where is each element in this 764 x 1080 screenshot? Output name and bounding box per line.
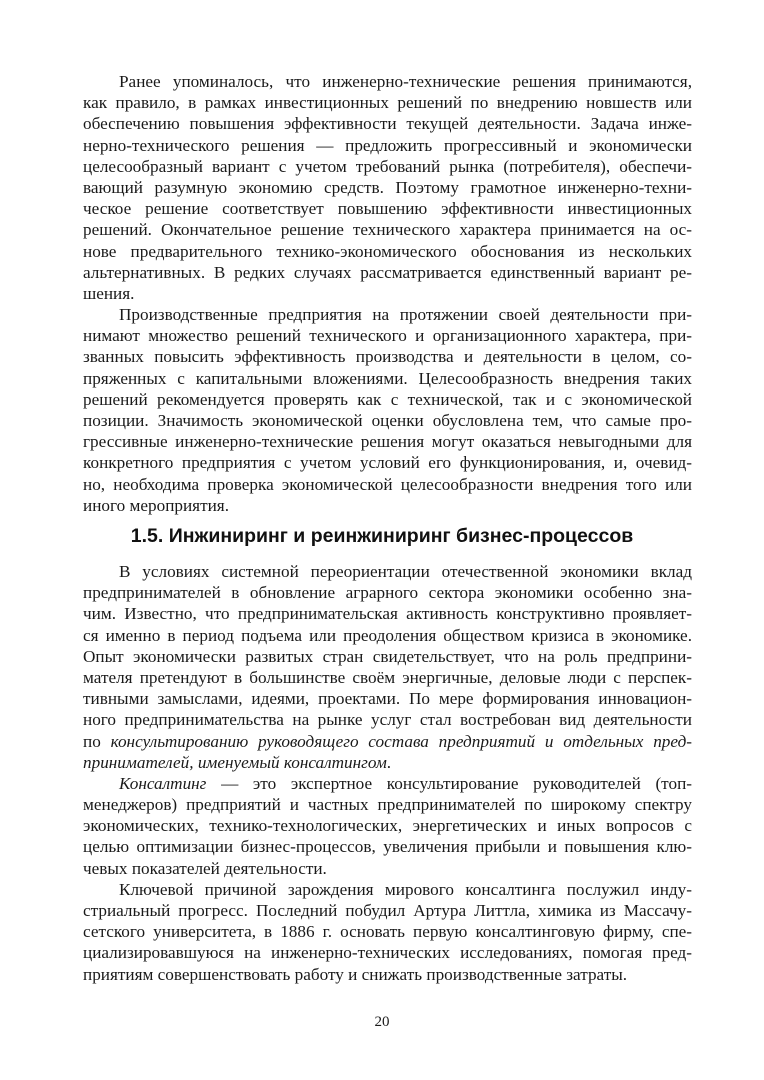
text-line — [83, 794, 692, 815]
text-line — [83, 325, 692, 346]
text-block-section — [83, 561, 692, 985]
text-line — [83, 135, 692, 156]
page-number: 20 — [374, 1014, 390, 1030]
paragraph — [83, 773, 692, 879]
text-line — [83, 561, 692, 582]
text-line — [83, 964, 692, 985]
text-line — [83, 942, 692, 963]
text-line — [83, 368, 692, 389]
text-segment: . — [386, 752, 392, 772]
text-segment: конкретного предприятия с учетом условий его функционирования, и, очевид- — [83, 453, 692, 473]
italic-term: консультированию руководящего состава предприятий и отдельных пред- — [110, 731, 692, 751]
text-line — [83, 773, 692, 794]
text-segment: нимают множество решений технического и организационного характера, при- — [83, 326, 692, 346]
text-segment: пряженных с капитальными вложениями. Целесообразность внедрения таких — [83, 368, 692, 388]
text-segment: тивными замыслами, идеями, проектами. По мере формирования инновацион- — [83, 689, 692, 709]
text-line — [83, 603, 692, 624]
text-segment: иного мероприятия. — [83, 495, 230, 515]
text-segment: — это экспертное консультирование руководителей (топ- — [206, 773, 692, 793]
section-heading: 1.5. Инжиниринг и реинжиниринг бизнес-процессов — [130, 525, 634, 547]
text-segment: по — [83, 731, 111, 751]
text-segment: позиции. Значимость экономической оценки обусловлена тем, что самые про- — [83, 411, 692, 430]
text-line — [83, 92, 692, 113]
text-segment: экономических, технико-технологических, энергетических и иных вопросов с — [83, 816, 692, 836]
text-segment: решений. Окончательное решение технического характера принимается на ос- — [83, 220, 692, 240]
text-segment: Ключевой причиной зарождения мирового консалтинга послужил инду- — [119, 879, 692, 899]
text-segment: альтернативных. В редких случаях рассматривается единственный вариант ре- — [83, 262, 692, 282]
text-segment: ного предпринимательства на рынке услуг стал востребован вид деятельности — [83, 710, 692, 730]
text-segment: Производственные предприятия на протяжении своей деятельности при- — [119, 305, 692, 325]
text-line — [83, 688, 692, 709]
text-line — [83, 410, 692, 431]
italic-term: Консалтинг — [119, 773, 207, 793]
text-segment: Опыт экономически развитых стран свидетельствует, что на роль предприни- — [83, 646, 692, 666]
text-line — [83, 582, 692, 603]
text-line — [83, 346, 692, 367]
text-line — [83, 283, 692, 304]
text-line — [83, 731, 692, 752]
text-line — [83, 156, 692, 177]
text-segment: нерно-технического решения — предложить прогрессивный и экономически — [83, 135, 692, 155]
text-line — [83, 389, 692, 410]
text-line — [83, 474, 692, 495]
text-line — [83, 452, 692, 473]
paragraph — [83, 879, 692, 985]
text-line — [83, 241, 692, 262]
text-segment: ся именно в период подъема или преодоления обществом кризиса в экономике. — [83, 625, 692, 645]
text-line — [83, 836, 692, 857]
text-line — [83, 495, 692, 516]
text-line — [83, 646, 692, 667]
paragraph — [83, 561, 692, 773]
text-segment: как правило, в рамках инвестиционных решений по внедрению новшеств или — [83, 93, 692, 113]
text-segment: предпринимателей в обновление аграрного сектора экономики особенно зна- — [83, 583, 692, 603]
text-line — [83, 262, 692, 283]
text-segment: В условиях системной переориентации отечественной экономики вклад — [119, 562, 692, 581]
text-segment: Ранее упоминалось, что инженерно-технические решения принимаются, — [119, 72, 692, 91]
paragraph — [83, 304, 692, 516]
text-segment: циализировавшуюся на инженерно-технических исследованиях, помогая пред- — [83, 943, 692, 963]
text-line — [83, 304, 692, 325]
text-segment: вающий разумную экономию средств. Поэтому грамотное инженерно-техни- — [83, 177, 692, 197]
text-line — [83, 879, 692, 900]
text-line — [83, 177, 692, 198]
text-segment: обеспечению повышения эффективности текущей деятельности. Задача инже- — [83, 114, 692, 134]
text-line — [83, 625, 692, 646]
text-line — [83, 921, 692, 942]
text-block-intro — [83, 71, 692, 516]
text-line — [83, 219, 692, 240]
text-segment: ческое решение соответствует повышению эффективности инвестиционных — [83, 199, 692, 219]
text-segment: но, необходима проверка экономической целесообразности внедрения того или — [83, 474, 692, 494]
text-segment: сетского университета, в 1886 г. основать первую консалтинговую фирму, спе- — [83, 922, 692, 942]
text-segment: грессивные инженерно-технические решения могут оказаться невыгодными для — [83, 432, 692, 452]
text-line — [83, 900, 692, 921]
text-segment: мателя претендуют в большинстве своём энергичные, деловые люди с перспек- — [83, 667, 692, 687]
text-segment: нове предварительного технико-экономического обоснования из нескольких — [83, 241, 692, 261]
text-segment: менеджеров) предприятий и частных предпринимателей по широкому спектру — [83, 795, 692, 815]
text-line — [83, 709, 692, 730]
text-line — [83, 667, 692, 688]
text-line — [83, 752, 692, 773]
text-segment: целью оптимизации бизнес-процессов, увеличения прибыли и повышения клю- — [83, 837, 692, 857]
text-segment: решений рекомендуется проверять как с технической, так и с экономической — [83, 389, 692, 409]
text-line — [83, 431, 692, 452]
text-segment: шения. — [83, 283, 135, 303]
text-line — [83, 198, 692, 219]
text-segment: чевых показателей деятельности. — [83, 858, 327, 878]
italic-term: принимателей, именуемый консалтингом — [83, 752, 387, 772]
text-line — [83, 858, 692, 879]
text-segment: стриальный прогресс. Последний побудил Артура Литтла, химика из Массачу- — [83, 901, 692, 920]
text-segment: целесообразный вариант с учетом требований рынка (потребителя), обеспечи- — [83, 156, 692, 176]
text-line — [83, 815, 692, 836]
text-line — [83, 113, 692, 134]
text-segment: приятиям совершенствовать работу и снижать производственные затраты. — [83, 964, 628, 984]
text-segment: чим. Известно, что предпринимательская активность конструктивно проявляет- — [83, 604, 692, 624]
text-segment: званных повысить эффективность производства и деятельности в целом, со- — [83, 347, 692, 367]
paragraph — [83, 71, 692, 304]
text-line — [83, 71, 692, 92]
